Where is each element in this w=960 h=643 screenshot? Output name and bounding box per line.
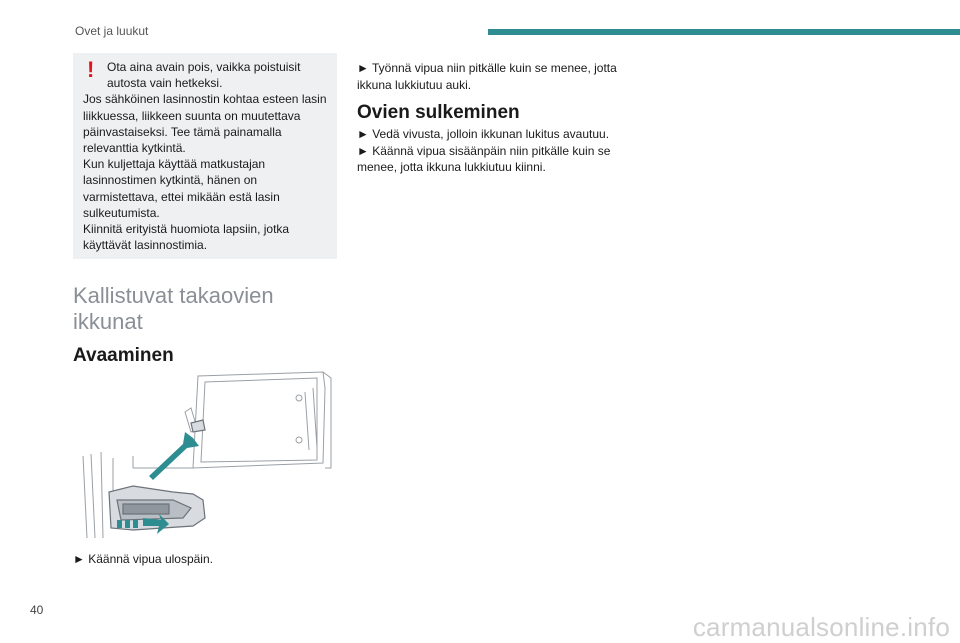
closing-step: ► Vedä vivusta, jolloin ikkunan lukitus avautuu. [357,127,610,141]
opening-heading: Avaaminen [73,345,174,366]
opening-step-text: ► Käännä vipua ulospäin. [73,552,213,566]
page-number: 40 [30,603,44,617]
closing-heading: Ovien sulkeminen [357,102,520,123]
closing-step: ► Käännä vipua sisäänpäin niin pitkälle kuin se menee, jotta ikkuna lukkiutuu kiinni. [357,143,611,174]
warning-text [83,59,335,253]
header-accent-bar [488,29,960,35]
warning-box [73,53,337,259]
warning-first-line: Ota aina avain pois, vaikka poistuisit autosta vain hetkeksi. [107,60,301,91]
rear-window-lever-illustration [73,368,338,540]
warning-paragraph: Kiinnitä erityistä huomiota lapsiin, jotka käyttävät lasinnostimia. [83,222,290,253]
section-title: Kallistuvat takaovien ikkunat [73,283,274,334]
page-header-title: Ovet ja luukut [75,24,149,38]
opening-continue-text: ► Työnnä vipua niin pitkälle kuin se menee, jotta ikkuna lukkiutuu auki. [357,61,617,92]
watermark: carmanualsonline.info [692,612,950,642]
warning-paragraph: Jos sähköinen lasinnostin kohtaa esteen lasin liikkuessa, liikkeen suunta on muutettava päinvastaiseksi. Tee tämä painamalla relevanttia kytkintä. [83,92,327,156]
warning-paragraph: Kun kuljettaja käyttää matkustajan lasinnostimen kytkintä, hänen on varmistettava, ettei mikään estä lasin sulkeutumista. [83,157,280,220]
closing-steps [357,126,622,176]
exclamation-icon: ! [87,57,95,82]
